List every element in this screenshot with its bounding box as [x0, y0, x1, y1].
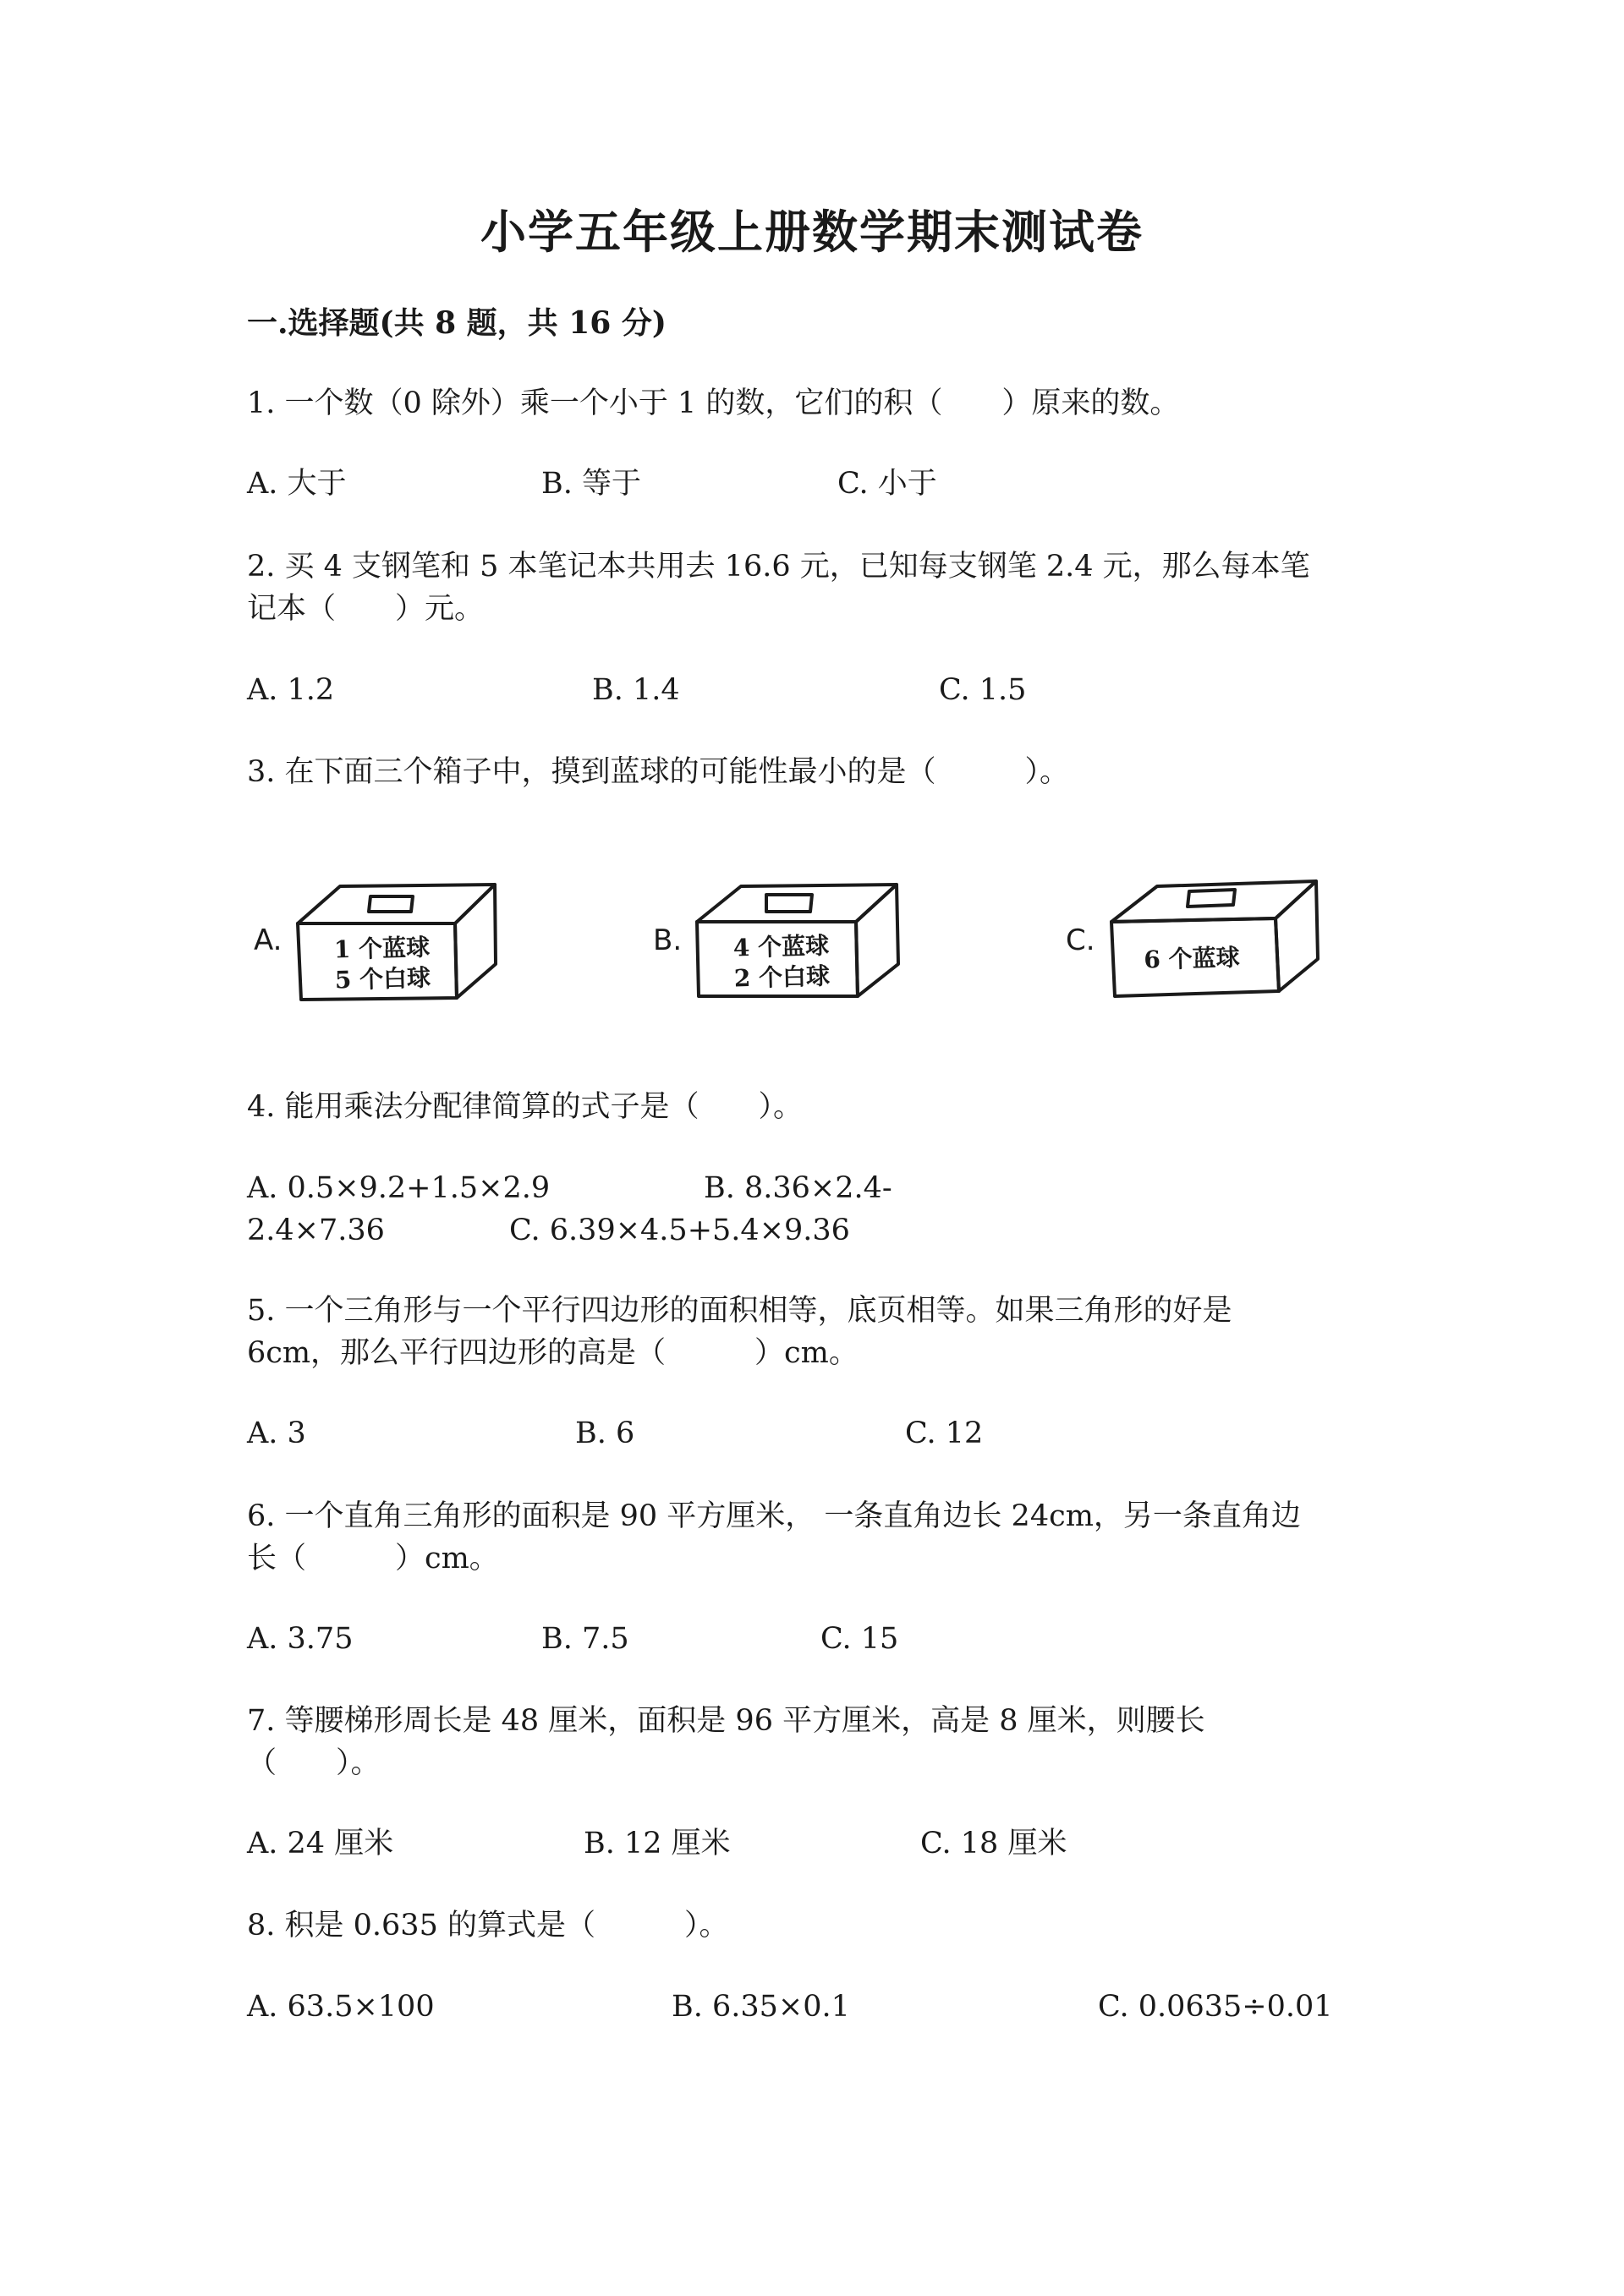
question-6-options [247, 1618, 1431, 1660]
question-7 [247, 1700, 1414, 1784]
option-a: A. 3.75 [247, 1622, 354, 1656]
box-b-contents [713, 930, 850, 995]
question-6-line-1: 6. 一个直角三角形的面积是 90 平方厘米， 一条直角边长 24cm，另一条直角边 [247, 1499, 1301, 1533]
box-b-line-2: 2 个白球 [733, 962, 831, 993]
option-b: B. 等于 [541, 467, 641, 501]
question-7-line-2: （ ）。 [247, 1746, 381, 1780]
option-a: A. 63.5×100 [247, 1990, 435, 2024]
question-5 [247, 1290, 1414, 1374]
question-4-options-line-1 [247, 1167, 1431, 1209]
option-c: C. 18 厘米 [920, 1827, 1067, 1860]
option-c: C. 1.5 [939, 673, 1027, 707]
question-5-line-2: 6cm，那么平行四边形的高是（ ）cm。 [247, 1336, 859, 1370]
question-4: 4. 能用乘法分配律简算的式子是（ ）。 [247, 1090, 804, 1124]
option-a: A. 0.5×9.2+1.5×2.9 [247, 1171, 551, 1205]
option-c: C. 0.0635÷0.01 [1098, 1990, 1333, 2024]
question-7-line-1: 7. 等腰梯形周长是 48 厘米，面积是 96 平方厘米，高是 8 厘米，则腰长 [247, 1704, 1205, 1738]
option-a: A. 24 厘米 [247, 1827, 394, 1860]
question-2 [247, 545, 1414, 630]
box-a-contents [314, 932, 451, 996]
question-2-line-1: 2. 买 4 支钢笔和 5 本笔记本共用去 16.6 元，已知每支钢笔 2.4 元，那么每本笔 [247, 550, 1310, 584]
option-c: C. 15 [820, 1622, 899, 1656]
question-8: 8. 积是 0.635 的算式是（ ）。 [247, 1909, 729, 1943]
question-2-line-2: 记本（ ）元。 [247, 592, 485, 626]
option-c: C. 12 [905, 1417, 984, 1450]
question-5-options [247, 1412, 1431, 1455]
question-1-options [247, 463, 1431, 505]
question-3: 3. 在下面三个箱子中，摸到蓝球的可能性最小的是（ ）。 [247, 755, 1070, 789]
box-c-label: C. [1066, 923, 1095, 957]
option-b-part-2: 2.4×7.36 [247, 1214, 385, 1247]
option-c: C. 小于 [837, 467, 937, 501]
option-b-part-1: B. 8.36×2.4- [704, 1171, 892, 1205]
box-a-line-2: 5 个白球 [334, 963, 431, 995]
option-b: B. 6.35×0.1 [672, 1990, 850, 2024]
box-a-label: A. [254, 923, 283, 957]
option-a: A. 3 [247, 1417, 306, 1450]
option-b: B. 12 厘米 [584, 1827, 731, 1860]
section-heading: 一.选择题(共 8 题，共 16 分) [247, 305, 667, 341]
question-2-options [247, 669, 1431, 711]
option-b: B. 1.4 [592, 673, 680, 707]
option-a: A. 1.2 [247, 673, 335, 707]
box-c-line-1: 6 个蓝球 [1143, 943, 1241, 974]
question-8-options [247, 1986, 1431, 2028]
question-7-options [247, 1822, 1431, 1865]
question-4-options-line-2 [247, 1209, 1431, 1252]
box-a-line-1: 1 个蓝球 [333, 933, 431, 964]
box-c-contents [1128, 942, 1256, 976]
question-6-line-2: 长（ ）cm。 [247, 1542, 499, 1575]
box-b-label: B. [653, 923, 683, 957]
option-b: B. 6 [575, 1417, 635, 1450]
question-6 [247, 1495, 1414, 1580]
question-5-line-1: 5. 一个三角形与一个平行四边形的面积相等，底页相等。如果三角形的好是 [247, 1294, 1232, 1328]
page-title: 小学五年级上册数学期末测试卷 [480, 205, 1144, 259]
question-1: 1. 一个数（0 除外）乘一个小于 1 的数，它们的积（ ）原来的数。 [247, 386, 1180, 420]
option-a: A. 大于 [247, 467, 347, 501]
option-b: B. 7.5 [541, 1622, 629, 1656]
box-c-drawing [1100, 878, 1328, 1005]
box-b-line-1: 4 个蓝球 [732, 931, 830, 962]
option-c: C. 6.39×4.5+5.4×9.36 [509, 1214, 850, 1247]
